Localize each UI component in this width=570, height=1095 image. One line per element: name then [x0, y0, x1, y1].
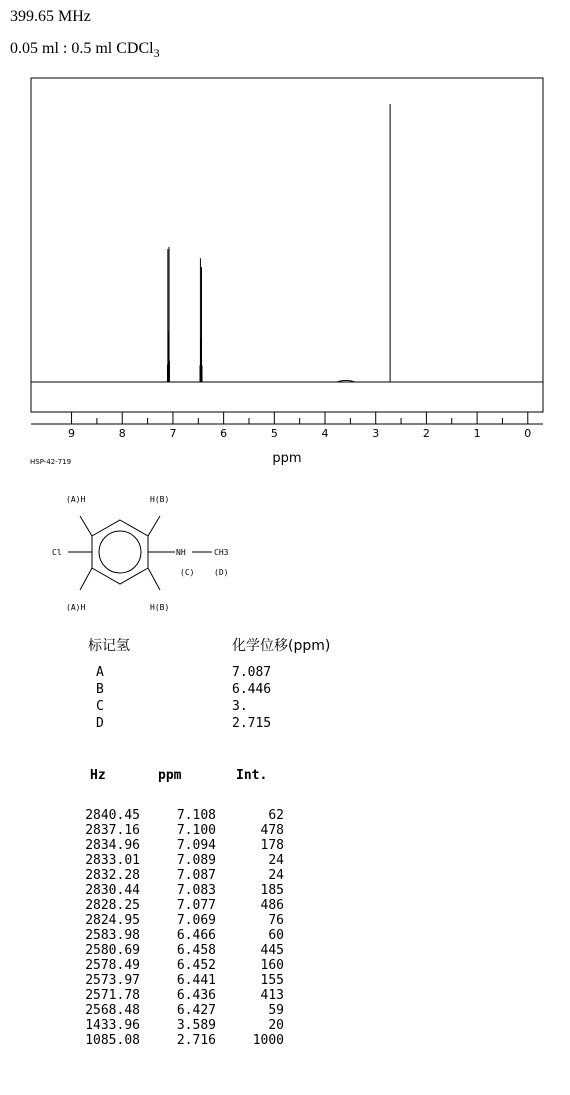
peak-lines [167, 104, 390, 382]
peak-hz: 2568.48 [85, 1003, 140, 1018]
peak-ppm: 7.087 [176, 868, 216, 883]
peak-intensity: 62 [268, 808, 284, 823]
label-d: (D) [214, 568, 229, 577]
aromatic-circle [99, 531, 141, 573]
spectrum-code: HSP-42-719 [30, 458, 72, 466]
peak-ppm: 6.427 [176, 1003, 216, 1018]
peak-ppm: 7.100 [176, 823, 216, 838]
benzene-ring [92, 520, 148, 584]
peak-row [0, 823, 570, 838]
assignment-row [0, 699, 570, 716]
peak-hz: 2830.44 [85, 883, 140, 898]
bond-h-b-bottom [148, 568, 160, 590]
peak-hz: 1433.96 [85, 1018, 140, 1033]
x-tick-label: 9 [68, 427, 76, 440]
peak-header-ppm: ppm [158, 768, 182, 783]
x-tick-label: 8 [118, 427, 126, 440]
peak-hz: 2837.16 [85, 823, 140, 838]
peak-intensity: 1000 [252, 1033, 284, 1048]
x-tick-label: 2 [422, 427, 430, 440]
peak-row [0, 973, 570, 988]
peak-intensity: 486 [260, 898, 284, 913]
peak-hz: 2578.49 [85, 958, 140, 973]
peak-ppm: 7.083 [176, 883, 216, 898]
peak-row [0, 988, 570, 1003]
assignment-label: A [96, 665, 104, 680]
peak-row [0, 883, 570, 898]
x-tick-label: 5 [270, 427, 278, 440]
label-h-a-bottom: (A)H [66, 603, 86, 612]
assignment-row [0, 682, 570, 699]
assignment-label: C [96, 699, 104, 714]
peak-ppm: 6.441 [176, 973, 216, 988]
peak-ppm: 7.077 [176, 898, 216, 913]
peak-intensity: 20 [268, 1018, 284, 1033]
peak-intensity: 478 [260, 823, 284, 838]
peak-header-int: Int. [236, 768, 268, 783]
peak-ppm: 7.108 [176, 808, 216, 823]
assignment-shift: 3. [232, 699, 248, 714]
peak-intensity: 59 [268, 1003, 284, 1018]
peak-ppm: 7.069 [176, 913, 216, 928]
peak-hz: 1085.08 [85, 1033, 140, 1048]
peak-intensity: 178 [260, 838, 284, 853]
peak-header-hz: Hz [90, 768, 106, 783]
assignment-shift: 6.446 [232, 682, 272, 697]
peak-ppm: 3.589 [176, 1018, 216, 1033]
solvent-subscript: 3 [153, 46, 160, 61]
peak-intensity: 155 [260, 973, 284, 988]
label-ch3: CH3 [214, 548, 229, 557]
label-cl: Cl [52, 548, 62, 557]
x-axis-label: ppm [272, 451, 302, 466]
x-tick-label: 3 [372, 427, 380, 440]
assignment-header-hydrogen: 标记氢 [88, 638, 130, 654]
assignment-header-shift: 化学位移(ppm) [232, 638, 331, 654]
peak-hz: 2828.25 [85, 898, 140, 913]
x-tick-label: 6 [220, 427, 228, 440]
label-c: (C) [180, 568, 195, 577]
peak-ppm: 7.089 [176, 853, 216, 868]
peak-row [0, 1003, 570, 1018]
peak-intensity: 413 [260, 988, 284, 1003]
x-axis-ticks [68, 412, 531, 440]
x-tick-label: 1 [473, 427, 481, 440]
peak-row [0, 928, 570, 943]
peak-hz: 2824.95 [85, 913, 140, 928]
plot-frame [31, 78, 543, 412]
label-nh: NH [176, 548, 186, 557]
peak-hz: 2832.28 [85, 868, 140, 883]
peak-row [0, 1018, 570, 1033]
spectrometer-frequency: 399.65 MHz [10, 8, 91, 25]
peak-row [0, 898, 570, 913]
assignment-shift: 2.715 [232, 716, 272, 731]
peak-intensity: 76 [268, 913, 284, 928]
peak-row [0, 943, 570, 958]
peak-ppm: 6.466 [176, 928, 216, 943]
assignment-shift: 7.087 [232, 665, 272, 680]
peak-hz: 2571.78 [85, 988, 140, 1003]
peak-row [0, 853, 570, 868]
x-tick-label: 7 [169, 427, 177, 440]
peak-hz: 2573.97 [85, 973, 140, 988]
peak-hz: 2840.45 [85, 808, 140, 823]
assignment-label: D [96, 716, 104, 731]
peak-row [0, 808, 570, 823]
peak-intensity: 24 [268, 868, 284, 883]
chemical-structure [0, 480, 300, 620]
solvent-text: 0.05 ml : 0.5 ml CDCl [10, 40, 154, 57]
label-h-a-top: (A)H [66, 495, 86, 504]
bond-h-b-top [148, 516, 160, 536]
peak-intensity: 160 [260, 958, 284, 973]
peak-intensity: 445 [260, 943, 284, 958]
label-h-b-top: H(B) [150, 495, 170, 504]
peak-row [0, 958, 570, 973]
label-h-b-bottom: H(B) [150, 603, 170, 612]
assignment-row [0, 665, 570, 682]
peak-intensity: 185 [260, 883, 284, 898]
peak-ppm: 6.452 [176, 958, 216, 973]
peak-row [0, 868, 570, 883]
peak-row [0, 1033, 570, 1048]
bond-h-a-top [80, 516, 92, 536]
peak-row [0, 838, 570, 853]
peak-row [0, 913, 570, 928]
assignment-label: B [96, 682, 104, 697]
peak-ppm: 2.716 [176, 1033, 216, 1048]
peak-hz: 2834.96 [85, 838, 140, 853]
bond-h-a-bottom [80, 568, 92, 590]
peak-intensity: 24 [268, 853, 284, 868]
peak-ppm: 7.094 [176, 838, 216, 853]
peak-ppm: 6.458 [176, 943, 216, 958]
x-tick-label: 0 [524, 427, 532, 440]
peak-hz: 2833.01 [85, 853, 140, 868]
peak-intensity: 60 [268, 928, 284, 943]
peak-hz: 2580.69 [85, 943, 140, 958]
peak-ppm: 6.436 [176, 988, 216, 1003]
peak-hz: 2583.98 [85, 928, 140, 943]
x-tick-label: 4 [321, 427, 329, 440]
nmr-spectrum-chart [0, 0, 570, 470]
assignment-row [0, 716, 570, 733]
